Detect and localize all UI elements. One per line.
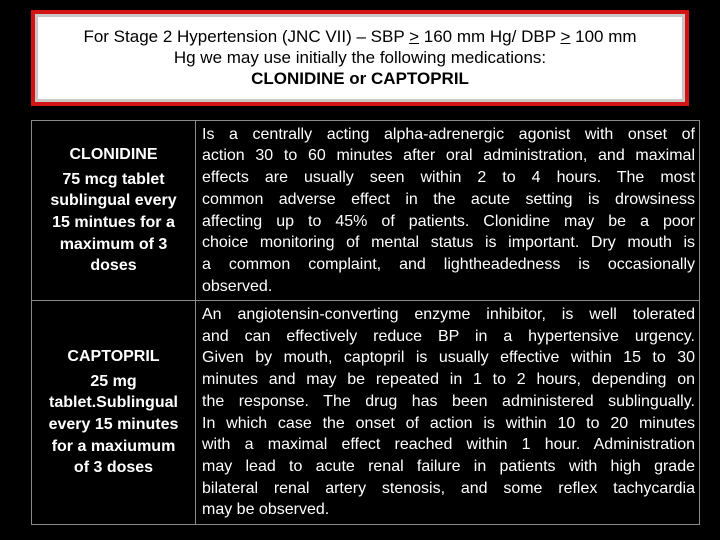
description-line	[196, 254, 699, 276]
description-text: affecting up to 45% of patients. Clonidine may be a poor	[202, 212, 695, 230]
description-text: observed.	[202, 277, 273, 295]
medication-table	[31, 120, 700, 525]
dosing-line: sublingual every	[50, 192, 177, 210]
drug-name: CLONIDINE	[69, 145, 158, 163]
description-line	[196, 304, 699, 326]
description-text: and can effectively reduce BP in a hypertensive urgency.	[202, 327, 695, 345]
description-line	[196, 456, 699, 478]
drug-cell-clonidine	[32, 121, 196, 301]
dosing-line: of 3 doses	[73, 459, 154, 477]
greater-equal-symbol: >	[409, 27, 420, 46]
description-text: with a maximal effect reached within 1 hour. Administration	[202, 436, 695, 454]
description-line	[196, 189, 699, 211]
description-line	[196, 347, 699, 369]
dosing-line: doses	[90, 257, 137, 275]
slide-title-box	[31, 10, 689, 106]
table-row	[32, 121, 700, 301]
description-text: Given by mouth, captopril is usually effective within 15 to 30	[202, 349, 695, 367]
dosing-line: 15 mintues for a	[52, 214, 175, 231]
description-line	[196, 232, 699, 254]
description-line	[196, 478, 699, 500]
description-line	[196, 369, 699, 391]
description-line	[196, 326, 699, 348]
dosing-line: 75 mcg tablet	[62, 170, 165, 188]
drug-name: CAPTOPRIL	[67, 347, 160, 365]
description-cell-clonidine	[196, 121, 700, 301]
dosing-line: tablet.Sublingual	[49, 394, 178, 412]
title-line-3: CLONIDINE or CAPTOPRIL	[251, 69, 469, 88]
description-line	[196, 211, 699, 233]
dosing-line: every 15 minutes	[48, 416, 179, 433]
dosing-line: 25 mg	[90, 372, 137, 390]
dosing-line: maximum of 3	[59, 235, 168, 253]
description-text: Is a centrally acting alpha-adrenergic agonist with onset of	[202, 125, 695, 143]
description-line	[196, 391, 699, 413]
description-cell-captopril	[196, 301, 700, 525]
description-text: effects are usually seen within 2 to 4 hours. The most	[202, 169, 695, 187]
description-text: In which case the onset of action is within 10 to 20 minutes	[202, 414, 695, 432]
description-line	[196, 413, 699, 435]
description-text: the response. The drug has been administered sublingually.	[202, 392, 695, 410]
description-line	[196, 434, 699, 456]
greater-equal-symbol: >	[560, 27, 571, 46]
title-line-2: Hg we may use initially the following medications:	[173, 48, 547, 67]
description-text: common adverse effect in the acute setting is drowsiness	[202, 190, 695, 208]
title-text: 100 mm	[570, 27, 637, 46]
description-text: An angiotensin-converting enzyme inhibitor, is well tolerated	[202, 305, 695, 323]
description-text: may be observed.	[202, 501, 330, 519]
title-line-1	[35, 26, 685, 47]
description-line	[196, 167, 699, 189]
title-text: For Stage 2 Hypertension (JNC VII) – SBP	[83, 27, 410, 46]
description-text: minutes and may be repeated in 1 to 2 hours, depending on	[202, 371, 695, 389]
drug-cell-captopril	[32, 301, 196, 525]
description-line	[196, 276, 699, 298]
description-text: bilateral renal artery stenosis, and some reflex tachycardia	[202, 479, 695, 497]
description-text: choice monitoring of mental status is important. Dry mouth is	[202, 234, 695, 252]
dosing-line: for a maxiumum	[51, 437, 176, 455]
description-text: may lead to acute renal failure in patients with high grade	[202, 457, 695, 475]
description-line	[196, 499, 699, 521]
description-text: a common complaint, and lightheadedness is occasionally	[202, 255, 695, 273]
title-text: 160 mm Hg/ DBP	[419, 27, 561, 46]
description-line	[196, 145, 699, 167]
table-row	[32, 301, 700, 525]
description-text: action 30 to 60 minutes after oral administration, and maximal	[202, 147, 695, 165]
description-line	[196, 124, 699, 146]
